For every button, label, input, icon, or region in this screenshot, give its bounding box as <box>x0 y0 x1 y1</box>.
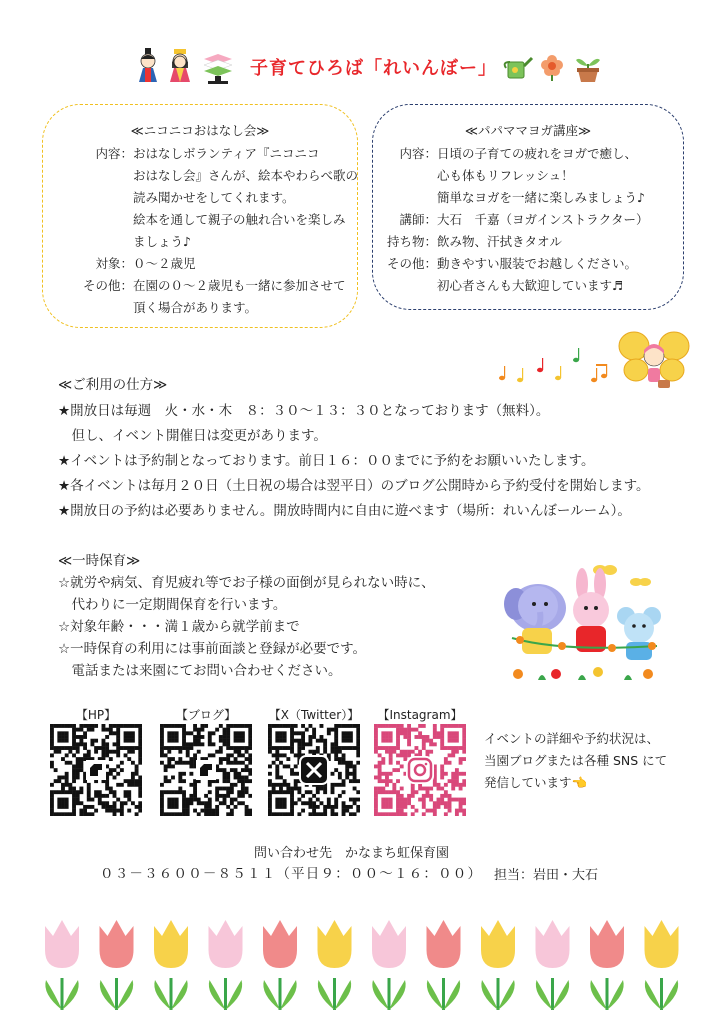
right-box-title: ≪パパママヨガ講座≫ <box>464 123 592 138</box>
right-content-line: 心も体もリフレッシュ！ <box>437 168 574 183</box>
right-content-line: 簡単なヨガを一緒に楽しみましょう♪ <box>437 190 645 205</box>
tulip-icon <box>536 920 570 1010</box>
page-title: 子育てひろば「れいんぼー」 <box>250 58 497 79</box>
usage-line: ★イベントは予約制となっております。前日１６：００までに予約をお願いいたします。 <box>58 453 595 469</box>
qr-code-hp[interactable] <box>50 724 142 816</box>
left-content-line: おはなし会』さんが、絵本やわらべ歌の <box>133 168 359 183</box>
left-target-line: ０～２歳児 <box>133 256 196 271</box>
music-notes-butterfly-icon <box>494 330 694 394</box>
left-label-target: 対象： <box>95 256 133 271</box>
right-label-other: その他： <box>386 256 437 271</box>
qr-label-x: 【X（Twitter）】 <box>268 708 360 722</box>
right-items-line: 飲み物、汗拭きタオル <box>437 234 563 249</box>
sns-note-line: イベントの詳細や予約状況は、 <box>484 731 660 746</box>
dino-icon <box>86 760 106 780</box>
left-label-content: 内容： <box>95 146 133 161</box>
instagram-logo-icon <box>406 756 434 784</box>
contact-phone: ０３－３６００－８５１１（平日９：００～１６：００） <box>100 866 483 882</box>
garden-icons <box>502 48 612 84</box>
dino-icon <box>196 760 216 780</box>
qr-label-hp: 【HP】 <box>75 708 117 722</box>
contact-org: 問い合わせ先 かなまち虹保育園 <box>254 846 450 861</box>
tulip-icon <box>318 920 352 1010</box>
tulip-icon <box>45 920 79 1010</box>
tulip-icon <box>481 920 515 1010</box>
animals-illustration <box>502 556 672 688</box>
tulip-icon <box>372 920 406 1010</box>
contact-staff: 担当：岩田・大石 <box>494 868 599 883</box>
left-box-title: ≪ニコニコおはなし会≫ <box>130 123 270 138</box>
usage-line: ★開放日の予約は必要ありません。開放時間内に自由に遊べます（場所：れいんぼールーム）。 <box>58 503 631 519</box>
tulip-icon <box>154 920 188 1010</box>
tulips-border <box>0 906 724 1024</box>
sns-note <box>484 728 667 794</box>
right-instructor-line: 大石 千嘉（ヨガインストラクター） <box>437 212 649 227</box>
tulip-icon <box>590 920 624 1010</box>
temp-care-line: ☆一時保育の利用には事前面談と登録が必要です。 <box>58 641 367 657</box>
qr-code-x[interactable] <box>268 724 360 816</box>
left-other-line: 在園の０～２歳児も一緒に参加させて <box>133 278 346 293</box>
usage-heading: ≪ご利用の仕方≫ <box>58 377 168 393</box>
temp-care-line: ☆対象年齢・・・満１歳から就学前まで <box>58 619 300 635</box>
qr-label-blog: 【ブログ】 <box>175 708 237 722</box>
tulip-icon <box>427 920 461 1010</box>
yoga-event-box <box>372 104 684 310</box>
temp-care-line: 電話または来園にてお問い合わせください。 <box>58 663 342 679</box>
sns-note-line: 当園ブログまたは各種 SNS にて <box>484 753 668 768</box>
tulip-icon <box>645 920 679 1010</box>
left-content-line: 読み聞かせをしてくれます。 <box>133 190 295 205</box>
usage-line: ★開放日は毎週 火・水・木 ８：３０～１３：３０となっております（無料）。 <box>58 403 550 419</box>
temp-care-heading: ≪一時保育≫ <box>58 553 141 569</box>
right-label-content: 内容： <box>399 146 437 161</box>
header <box>0 46 724 86</box>
qr-label-instagram: 【Instagram】 <box>377 708 463 722</box>
left-content-line: ましょう♪ <box>133 234 191 249</box>
left-label-other: その他： <box>82 278 133 293</box>
left-other-line: 頂く場合があります。 <box>133 300 258 315</box>
usage-line: 但し、イベント開催日は変更があります。 <box>58 428 327 444</box>
right-label-instructor: 講師： <box>399 212 437 227</box>
usage-line: ★各イベントは毎月２０日（土日祝の場合は翌平日）のブログ公開時から予約受付を開始します。 <box>58 478 650 494</box>
tulip-icon <box>209 920 243 1010</box>
hina-dolls-icon <box>134 48 244 84</box>
ohanashi-event-box <box>42 104 358 328</box>
left-content-line: 絵本を通して親子の触れ合いを楽しみ <box>133 212 346 227</box>
right-other-line: 動きやすい服装でお越しください。 <box>437 256 638 271</box>
left-content-line: おはなしボランティア『ニコニコ <box>133 146 320 161</box>
qr-code-blog[interactable] <box>160 724 252 816</box>
right-other-line: 初心者さんも大歓迎しています♬ <box>437 278 624 293</box>
sns-note-line: 発信しています👈 <box>484 775 588 790</box>
temp-care-line: ☆就労や病気、育児疲れ等でお子様の面倒が見られない時に、 <box>58 575 435 591</box>
x-logo-icon <box>300 756 328 784</box>
tulip-icon <box>100 920 134 1010</box>
right-label-items: 持ち物： <box>386 234 437 249</box>
tulip-icon <box>263 920 297 1010</box>
right-content-line: 日頃の子育ての疲れをヨガで癒し、 <box>437 146 638 161</box>
qr-code-instagram[interactable] <box>374 724 466 816</box>
temp-care-line: 代わりに一定期間保育を行います。 <box>58 597 287 613</box>
